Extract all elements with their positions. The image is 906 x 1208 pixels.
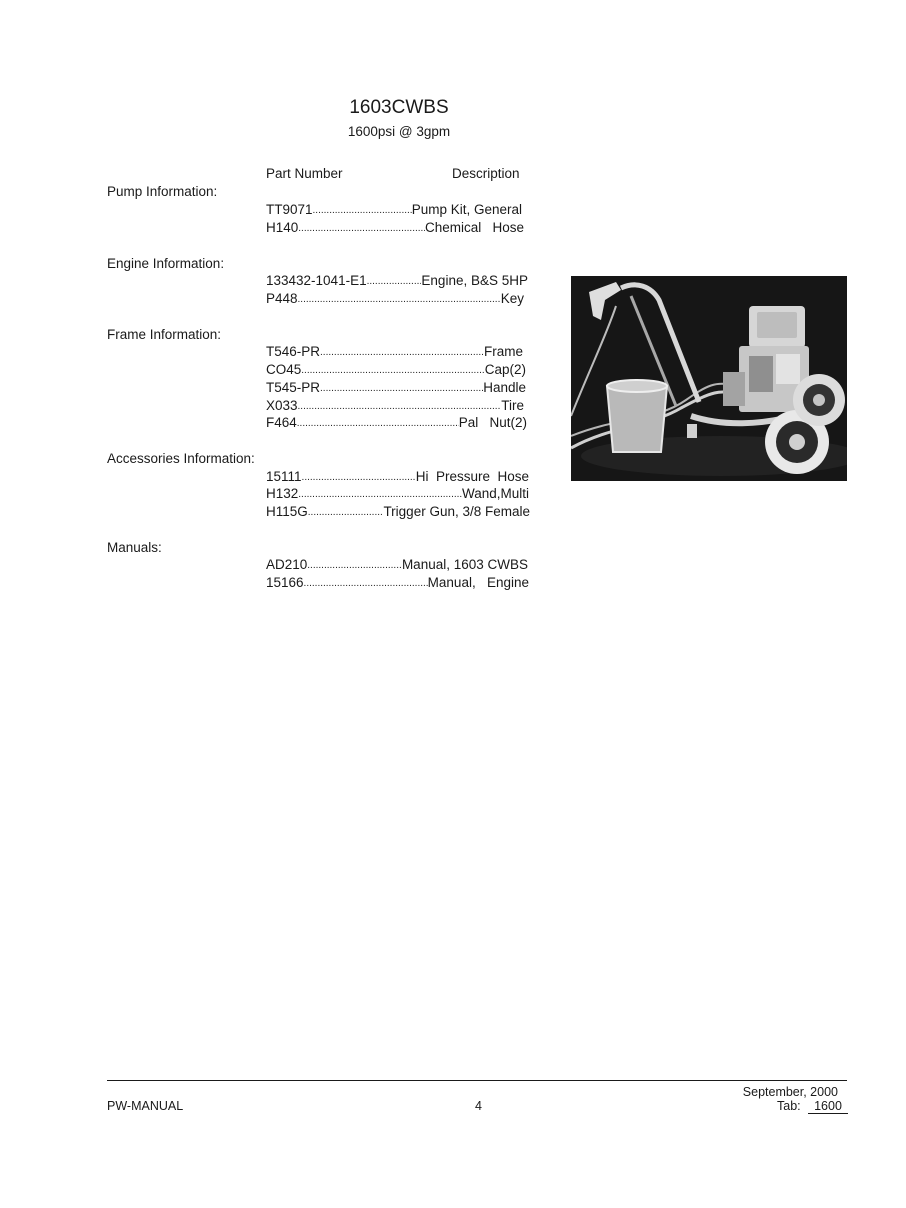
part-description: Wand,Multi (461, 486, 529, 501)
part-description: Pal Nut(2) (458, 415, 527, 430)
part-number-column-header: Part Number (266, 166, 343, 181)
product-photo (571, 276, 847, 481)
part-description: Hi Pressure Hose (415, 469, 529, 484)
footer-date: September, 2000 (742, 1085, 838, 1099)
page-title: 1603CWBS (349, 97, 449, 118)
list-item (266, 557, 528, 575)
part-number: T546-PR (266, 344, 321, 359)
pressure-washer-illustration (571, 276, 847, 481)
part-number: H132 (266, 486, 299, 501)
list-item (266, 273, 528, 291)
part-number: H115G (266, 504, 308, 519)
list-item (266, 398, 524, 416)
list-item (266, 575, 529, 593)
part-description: Engine, B&S 5HP (421, 273, 528, 288)
part-number: AD210 (266, 557, 308, 572)
part-description: Chemical Hose (424, 220, 524, 235)
part-description: Manual, 1603 CWBS (401, 557, 528, 572)
section-label-accessories: Accessories Information: (107, 451, 255, 466)
section-label-engine: Engine Information: (107, 256, 225, 271)
footer-tab-label: Tab: (777, 1099, 801, 1113)
part-number: P448 (266, 291, 298, 306)
description-column-header: Description (452, 166, 520, 181)
list-item (266, 202, 522, 220)
part-number: X033 (266, 398, 298, 413)
section-label-pump: Pump Information: (107, 184, 218, 199)
part-number: 133432-1041-E1 (266, 273, 367, 288)
list-item (266, 504, 530, 522)
list-item (266, 380, 526, 398)
page-subtitle: 1600psi @ 3gpm (347, 124, 451, 139)
part-number: CO45 (266, 362, 302, 377)
list-item (266, 291, 524, 309)
section-label-manuals: Manuals: (107, 540, 162, 555)
list-item (266, 220, 524, 238)
list-item (266, 469, 529, 487)
part-number: H140 (266, 220, 299, 235)
part-description: Tire (501, 398, 524, 413)
part-description: Pump Kit, General (411, 202, 522, 217)
part-description: Trigger Gun, 3/8 Female (383, 504, 530, 519)
footer-manual-name: PW-MANUAL (107, 1099, 184, 1113)
list-item (266, 344, 523, 362)
part-number: 15166 (266, 575, 304, 590)
footer-tab-value: 1600 (808, 1099, 848, 1114)
part-description: Cap(2) (484, 362, 526, 377)
part-number: 15111 (266, 469, 302, 484)
list-item (266, 415, 527, 433)
part-description: Handle (483, 380, 526, 395)
part-description: Frame (483, 344, 523, 359)
part-number: F464 (266, 415, 297, 430)
part-description: Key (500, 291, 524, 306)
list-item (266, 486, 529, 504)
list-item (266, 362, 526, 380)
part-number: TT9071 (266, 202, 313, 217)
part-number: T545-PR (266, 380, 321, 395)
footer-divider (107, 1080, 847, 1081)
footer-page-number: 4 (475, 1099, 482, 1113)
section-label-frame: Frame Information: (107, 327, 222, 342)
part-description: Manual, Engine (427, 575, 529, 590)
